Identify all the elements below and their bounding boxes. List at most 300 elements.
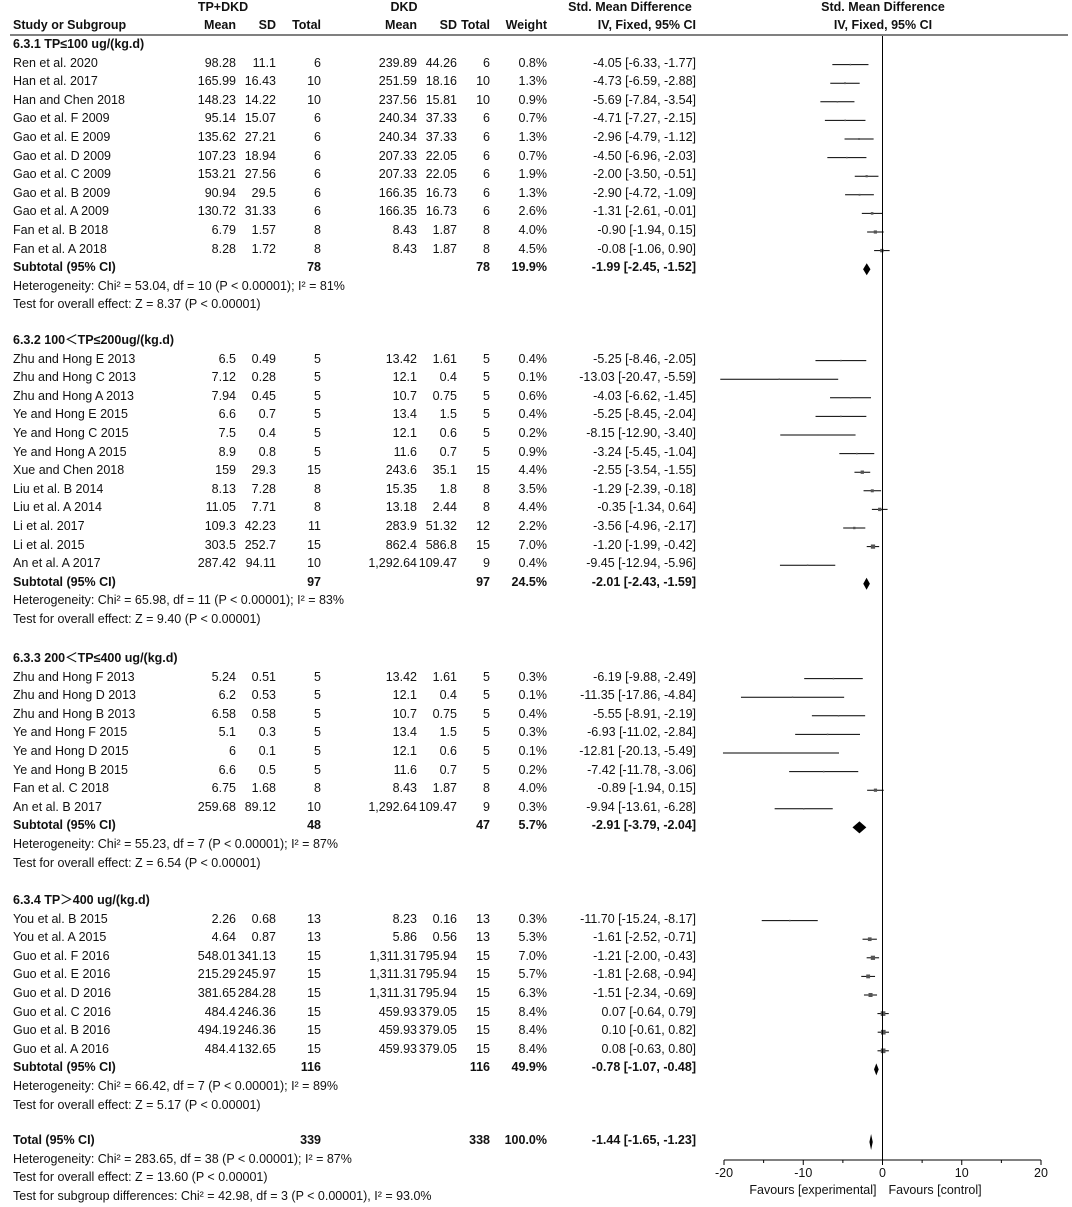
- mean2-cell: 459.93: [378, 1004, 417, 1019]
- point-marker: [874, 230, 877, 233]
- subtotal-ci: -2.01 [-2.43, -1.59]: [591, 574, 696, 589]
- ci-cell: -5.55 [-8.91, -2.19]: [593, 706, 696, 721]
- point-marker: [869, 993, 873, 997]
- total2-cell: 15: [476, 1004, 490, 1019]
- sd1-cell: 0.5: [258, 762, 276, 777]
- weight-cell: 4.0%: [518, 223, 547, 237]
- weight-cell: 0.7%: [518, 111, 547, 126]
- mean1-cell: 148.23: [197, 92, 236, 107]
- sd1-cell: 27.56: [244, 167, 276, 182]
- ci-cell: 0.10 [-0.61, 0.82]: [601, 1023, 696, 1038]
- mean2-cell: 10.7: [392, 388, 417, 403]
- study-name: Ye and Hong A 2015: [13, 444, 127, 459]
- favours-control-label: Favours [control]: [888, 1183, 982, 1197]
- point-marker: [840, 416, 842, 418]
- weight-cell: 0.3%: [518, 799, 547, 814]
- study-name: Han and Chen 2018: [13, 92, 125, 107]
- study-name: Ye and Hong F 2015: [13, 725, 128, 740]
- subtotal-weight: 19.9%: [511, 260, 547, 275]
- ci-cell: 0.08 [-0.63, 0.80]: [601, 1041, 696, 1056]
- ci-cell: -7.42 [-11.78, -3.06]: [587, 762, 696, 777]
- point-marker: [881, 1011, 886, 1016]
- weight-cell: 0.8%: [518, 55, 547, 70]
- x-tick-label: 20: [1034, 1166, 1048, 1180]
- heterogeneity-text: Heterogeneity: Chi² = 53.04, df = 10 (P < 0.00001); I² = 81%: [13, 278, 345, 293]
- sd2-cell: 1.87: [432, 781, 457, 796]
- mean2-cell: 166.35: [378, 204, 417, 219]
- sd2-cell: 109.47: [418, 556, 457, 571]
- mean2-cell: 8.23: [392, 911, 417, 926]
- heterogeneity-text: Heterogeneity: Chi² = 55.23, df = 7 (P < 0.00001); I² = 87%: [13, 837, 338, 851]
- study-name: Zhu and Hong C 2013: [13, 370, 137, 385]
- mean2-cell: 1,311.31: [369, 967, 417, 982]
- weight-cell: 1.9%: [518, 167, 547, 182]
- sd1-cell: 29.5: [251, 185, 276, 200]
- study-name: You et al. B 2015: [13, 911, 108, 926]
- point-marker: [789, 920, 791, 922]
- ci-cell: -1.61 [-2.52, -0.71]: [593, 930, 696, 945]
- col-sd1: SD: [258, 18, 276, 32]
- weight-cell: 5.3%: [518, 930, 547, 945]
- total1-cell: 5: [314, 744, 321, 758]
- sd2-cell: 2.44: [432, 500, 457, 515]
- mean2-cell: 283.9: [385, 519, 417, 533]
- ci-cell: -1.81 [-2.68, -0.94]: [593, 967, 696, 982]
- weight-cell: 7.0%: [518, 537, 547, 552]
- point-marker: [881, 1030, 886, 1035]
- subtotal-ci: -1.99 [-2.45, -1.52]: [591, 260, 696, 275]
- sd2-cell: 22.05: [425, 148, 457, 163]
- sd2-cell: 22.05: [425, 167, 457, 182]
- subtotal-label: Subtotal (95% CI): [13, 1060, 116, 1075]
- mean2-cell: 459.93: [378, 1023, 417, 1038]
- sd1-cell: 1.68: [251, 781, 276, 796]
- sd2-cell: 0.4: [439, 370, 457, 385]
- study-name: An et al. A 2017: [13, 556, 101, 571]
- weight-cell: 0.9%: [518, 92, 547, 107]
- sd2-cell: 0.4: [439, 688, 457, 703]
- sd2-cell: 379.05: [418, 1004, 457, 1019]
- overall-effect-text: Test for overall effect: Z = 6.54 (P < 0.00001): [13, 855, 261, 870]
- mean1-cell: 130.72: [197, 204, 236, 219]
- mean2-cell: 8.43: [392, 223, 417, 237]
- ci-cell: -11.35 [-17.86, -4.84]: [580, 688, 696, 703]
- sd1-cell: 246.36: [237, 1004, 276, 1019]
- mean2-cell: 1,292.64: [368, 799, 417, 814]
- total1-cell: 15: [307, 967, 321, 982]
- weight-cell: 0.3%: [518, 911, 547, 926]
- sd1-cell: 0.58: [251, 706, 276, 721]
- ci-cell: -1.20 [-1.99, -0.42]: [593, 537, 696, 552]
- ci-cell: 0.07 [-0.64, 0.79]: [601, 1004, 696, 1019]
- x-tick-label: -20: [714, 1166, 734, 1180]
- total2-cell: 8: [483, 500, 490, 515]
- study-name: Li et al. 2015: [13, 537, 85, 552]
- subtotal-total1: 97: [307, 574, 321, 589]
- total1-cell: 6: [314, 185, 321, 200]
- mean2-cell: 13.18: [385, 500, 417, 515]
- study-name: Zhu and Hong A 2013: [13, 388, 134, 403]
- mean1-cell: 7.94: [211, 388, 236, 403]
- mean1-cell: 215.29: [197, 967, 236, 982]
- mean2-cell: 8.43: [392, 241, 417, 256]
- total2-cell: 6: [483, 55, 490, 70]
- point-marker: [823, 771, 825, 773]
- weight-cell: 5.7%: [518, 967, 547, 982]
- sd1-cell: 94.11: [245, 556, 276, 571]
- point-marker: [780, 752, 782, 754]
- ci-cell: -3.56 [-4.96, -2.17]: [593, 519, 696, 533]
- ci-cell: -1.29 [-2.39, -0.18]: [593, 481, 696, 496]
- total1-cell: 8: [314, 241, 321, 256]
- sd2-cell: 0.16: [432, 911, 457, 926]
- sd1-cell: 0.3: [258, 725, 276, 740]
- sd2-cell: 35.1: [432, 463, 457, 478]
- total2-cell: 6: [483, 185, 490, 200]
- total2-cell: 8: [483, 241, 490, 256]
- col-ci: IV, Fixed, 95% CI: [597, 18, 696, 32]
- point-marker: [871, 489, 874, 492]
- total1-cell: 5: [314, 669, 321, 684]
- ci-cell: -5.25 [-8.45, -2.04]: [593, 407, 696, 422]
- point-marker: [844, 120, 846, 122]
- point-marker: [856, 453, 858, 455]
- sd2-cell: 379.05: [418, 1041, 457, 1056]
- weight-cell: 0.4%: [518, 556, 547, 571]
- ci-cell: -0.35 [-1.34, 0.64]: [597, 500, 696, 515]
- total2-cell: 6: [483, 130, 490, 144]
- mean2-cell: 240.34: [378, 111, 417, 126]
- subtotal-diamond: [863, 263, 870, 275]
- total2-cell: 9: [483, 799, 490, 814]
- mean2-cell: 166.35: [378, 185, 417, 200]
- mean2-cell: 237.56: [378, 92, 417, 107]
- total1-cell: 8: [314, 481, 321, 496]
- study-name: Ye and Hong E 2015: [13, 407, 128, 422]
- weight-cell: 0.6%: [518, 388, 547, 403]
- subtotal-total1: 116: [300, 1060, 321, 1075]
- study-name: Fan et al. A 2018: [13, 241, 107, 256]
- ci-cell: -2.55 [-3.54, -1.55]: [593, 463, 696, 478]
- total2-cell: 15: [476, 1023, 490, 1038]
- weight-cell: 1.3%: [518, 74, 547, 89]
- study-name: Ye and Hong D 2015: [13, 744, 129, 758]
- subtotal-weight: 5.7%: [518, 818, 547, 833]
- total2-cell: 5: [483, 725, 490, 740]
- point-marker: [853, 527, 855, 529]
- total1-cell: 8: [314, 500, 321, 515]
- sd2-cell: 1.61: [432, 351, 457, 366]
- point-marker: [861, 471, 864, 474]
- weight-cell: 4.4%: [518, 463, 547, 478]
- total2-cell: 5: [483, 762, 490, 777]
- study-name: Fan et al. C 2018: [13, 781, 109, 796]
- total1-cell: 6: [314, 148, 321, 163]
- sd1-cell: 252.7: [244, 537, 276, 552]
- sd2-cell: 1.87: [432, 241, 457, 256]
- col-mean1: Mean: [204, 18, 236, 32]
- ci-cell: -12.81 [-20.13, -5.49]: [579, 744, 696, 758]
- total-diamond: [869, 1134, 872, 1150]
- study-name: Liu et al. B 2014: [13, 481, 104, 496]
- favours-experimental-label: Favours [experimental]: [749, 1183, 877, 1197]
- total2-cell: 5: [483, 426, 490, 440]
- study-name: Gao et al. A 2009: [13, 204, 109, 219]
- subgroup-differences: Test for subgroup differences: Chi² = 42.98, df = 3 (P < 0.00001), I² = 93.0%: [13, 1188, 432, 1203]
- weight-cell: 0.3%: [518, 725, 547, 740]
- total1-cell: 5: [314, 688, 321, 703]
- point-marker: [803, 808, 805, 810]
- total2-cell: 15: [476, 1041, 490, 1056]
- subtotal-total2: 47: [476, 818, 490, 833]
- total1-cell: 6: [314, 55, 321, 70]
- subtotal-total1: 78: [307, 260, 321, 275]
- mean2-cell: 8.43: [392, 781, 417, 796]
- total2-cell: 5: [483, 688, 490, 703]
- point-marker: [850, 397, 852, 399]
- point-marker: [874, 789, 877, 792]
- subgroup-title: 6.3.2 100＜TP≤200ug/(kg.d): [13, 333, 175, 347]
- subtotal-total1: 48: [307, 818, 321, 833]
- mean1-cell: 95.14: [204, 111, 236, 126]
- total1-cell: 6: [314, 111, 321, 126]
- sd1-cell: 132.65: [237, 1041, 276, 1056]
- mean1-cell: 98.28: [204, 55, 236, 70]
- study-name: Guo et al. A 2016: [13, 1041, 109, 1056]
- total1-cell: 15: [307, 948, 321, 963]
- total1-cell: 5: [314, 706, 321, 721]
- sd2-cell: 51.32: [425, 519, 457, 533]
- point-marker: [850, 64, 852, 66]
- total2-cell: 5: [483, 351, 490, 366]
- col-sd2: SD: [439, 18, 457, 32]
- weight-cell: 3.5%: [518, 481, 547, 496]
- overall-effect-text: Test for overall effect: Z = 9.40 (P < 0.00001): [13, 612, 261, 626]
- weight-cell: 0.1%: [518, 370, 547, 385]
- total1-cell: 13: [307, 930, 321, 945]
- sd2-cell: 15.81: [425, 92, 457, 107]
- total2-cell: 10: [476, 74, 490, 89]
- ci-cell: -8.15 [-12.90, -3.40]: [586, 426, 696, 440]
- point-marker: [871, 544, 875, 548]
- sd2-cell: 0.75: [432, 388, 457, 403]
- sd1-cell: 341.13: [237, 948, 276, 963]
- subtotal-ci: -2.91 [-3.79, -2.04]: [591, 818, 696, 833]
- mean1-cell: 165.99: [197, 74, 236, 89]
- total1-cell: 15: [307, 537, 321, 552]
- weight-cell: 0.4%: [518, 407, 547, 422]
- ci-cell: -0.08 [-1.06, 0.90]: [597, 241, 696, 256]
- study-name: You et al. A 2015: [13, 930, 107, 945]
- study-name: Ye and Hong B 2015: [13, 762, 128, 777]
- point-marker: [871, 212, 874, 215]
- sd2-cell: 18.16: [425, 74, 457, 89]
- sd1-cell: 89.12: [244, 799, 276, 814]
- mean2-cell: 5.86: [392, 930, 417, 945]
- study-name: Gao et al. E 2009: [13, 130, 111, 144]
- mean1-cell: 259.68: [197, 799, 236, 814]
- effect-title: Std. Mean Difference: [568, 0, 692, 14]
- ci-cell: -4.03 [-6.62, -1.45]: [593, 388, 696, 403]
- total2-cell: 5: [483, 388, 490, 403]
- point-marker: [846, 157, 848, 159]
- total1-cell: 5: [314, 388, 321, 403]
- sd1-cell: 29.3: [251, 463, 276, 478]
- study-name: Guo et al. B 2016: [13, 1023, 111, 1038]
- point-marker: [817, 434, 819, 436]
- point-marker: [868, 937, 872, 941]
- mean1-cell: 153.21: [197, 167, 236, 182]
- total2-cell: 15: [476, 537, 490, 552]
- mean2-cell: 15.35: [385, 481, 417, 496]
- mean2-cell: 1,292.64: [368, 556, 417, 571]
- sd1-cell: 7.71: [251, 500, 276, 515]
- point-marker: [837, 101, 839, 103]
- point-marker: [859, 194, 861, 196]
- ci-cell: -2.00 [-3.50, -0.51]: [593, 167, 696, 182]
- total1-cell: 5: [314, 725, 321, 740]
- sd2-cell: 0.6: [439, 744, 457, 758]
- total1-cell: 13: [307, 911, 321, 926]
- point-marker: [878, 508, 881, 511]
- study-name: Liu et al. A 2014: [13, 500, 102, 515]
- mean2-cell: 239.89: [378, 55, 417, 70]
- point-marker: [858, 138, 860, 140]
- mean2-cell: 11.6: [393, 444, 417, 459]
- mean1-cell: 159: [215, 463, 236, 478]
- weight-cell: 0.7%: [518, 148, 547, 163]
- total1-cell: 15: [307, 463, 321, 478]
- sd1-cell: 0.1: [258, 744, 276, 758]
- sd1-cell: 0.51: [251, 669, 276, 684]
- study-name: Fan et al. B 2018: [13, 223, 109, 237]
- sd2-cell: 795.94: [418, 986, 457, 1000]
- weight-cell: 7.0%: [518, 948, 547, 963]
- sd1-cell: 1.57: [251, 223, 276, 237]
- mean2-cell: 13.4: [392, 725, 417, 740]
- study-name: Guo et al. D 2016: [13, 986, 111, 1000]
- total2-cell: 8: [483, 223, 490, 237]
- col-mean2: Mean: [385, 18, 417, 32]
- total1-cell: 15: [307, 1041, 321, 1056]
- ci-cell: -4.50 [-6.96, -2.03]: [593, 148, 696, 163]
- sd1-cell: 27.21: [244, 130, 276, 144]
- group2-header: DKD: [390, 0, 418, 14]
- mean1-cell: 381.65: [197, 986, 236, 1000]
- mean1-cell: 6.6: [218, 407, 236, 422]
- subtotal-total2: 97: [476, 574, 490, 589]
- sd2-cell: 44.26: [425, 55, 457, 70]
- sd1-cell: 0.45: [251, 388, 276, 403]
- sd1-cell: 14.22: [244, 92, 276, 107]
- mean1-cell: 548.01: [197, 948, 236, 963]
- subtotal-total2: 116: [469, 1060, 490, 1075]
- mean1-cell: 5.24: [211, 669, 236, 684]
- col-study: Study or Subgroup: [13, 18, 127, 32]
- weight-cell: 0.2%: [518, 426, 547, 440]
- total1-cell: 10: [307, 556, 321, 571]
- ci-cell: -3.24 [-5.45, -1.04]: [593, 444, 696, 459]
- mean1-cell: 6.2: [218, 688, 236, 703]
- mean2-cell: 13.42: [385, 351, 417, 366]
- mean2-cell: 12.1: [392, 426, 417, 440]
- weight-cell: 1.3%: [518, 130, 547, 144]
- sd2-cell: 1.87: [432, 223, 457, 237]
- study-name: Li et al. 2017: [13, 519, 85, 533]
- weight-cell: 0.9%: [518, 444, 547, 459]
- point-marker: [778, 378, 780, 380]
- weight-cell: 0.1%: [518, 688, 547, 703]
- mean2-cell: 1,311.31: [369, 948, 417, 963]
- overall-effect-text: Test for overall effect: Z = 8.37 (P < 0.00001): [13, 297, 261, 312]
- mean1-cell: 6.6: [218, 762, 236, 777]
- mean1-cell: 287.42: [197, 556, 236, 571]
- sd2-cell: 795.94: [418, 948, 457, 963]
- subgroup-title: 6.3.1 TP≤100 ug/(kg.d): [13, 37, 145, 51]
- mean1-cell: 494.19: [197, 1023, 236, 1038]
- sd2-cell: 0.75: [432, 706, 457, 721]
- total2-cell: 9: [483, 556, 490, 571]
- weight-cell: 2.2%: [518, 519, 547, 533]
- total2-cell: 15: [476, 967, 490, 982]
- weight-cell: 0.3%: [518, 669, 547, 684]
- heterogeneity-text: Heterogeneity: Chi² = 65.98, df = 11 (P < 0.00001); I² = 83%: [13, 593, 344, 608]
- subtotal-label: Subtotal (95% CI): [13, 260, 116, 275]
- sd1-cell: 0.7: [258, 407, 276, 422]
- total2-cell: 5: [483, 444, 490, 459]
- total2-cell: 8: [483, 781, 490, 796]
- study-name: Ye and Hong C 2015: [13, 426, 129, 440]
- total1-cell: 6: [314, 130, 321, 144]
- mean2-cell: 12.1: [392, 688, 417, 703]
- total2-cell: 5: [483, 407, 490, 422]
- subtotal-diamond: [852, 821, 866, 833]
- ci-cell: -0.89 [-1.94, 0.15]: [597, 781, 696, 796]
- x-tick-label: -10: [794, 1166, 813, 1180]
- mean1-cell: 4.64: [211, 930, 236, 945]
- weight-cell: 8.4%: [518, 1004, 547, 1019]
- point-marker: [792, 696, 794, 698]
- ci-cell: -5.69 [-7.84, -3.54]: [593, 92, 696, 107]
- study-name: Zhu and Hong D 2013: [13, 688, 137, 703]
- total-total1: 339: [300, 1133, 321, 1147]
- total2-cell: 15: [476, 463, 490, 478]
- total1-cell: 10: [307, 74, 321, 89]
- mean1-cell: 6.5: [218, 351, 236, 366]
- weight-cell: 1.3%: [518, 185, 547, 200]
- ci-cell: -1.31 [-2.61, -0.01]: [593, 204, 696, 219]
- ci-cell: -6.93 [-11.02, -2.84]: [587, 725, 696, 740]
- ci-cell: -2.96 [-4.79, -1.12]: [593, 130, 696, 144]
- total-overall-effect: Test for overall effect: Z = 13.60 (P < 0.00001): [13, 1170, 268, 1185]
- study-name: Gao et al. C 2009: [13, 167, 111, 182]
- ci-cell: -11.70 [-15.24, -8.17]: [580, 911, 696, 926]
- mean2-cell: 251.59: [378, 74, 417, 89]
- sd1-cell: 15.07: [244, 111, 276, 126]
- total1-cell: 10: [307, 799, 321, 814]
- total2-cell: 6: [483, 167, 490, 182]
- total2-cell: 6: [483, 204, 490, 219]
- total2-cell: 15: [476, 948, 490, 963]
- sd2-cell: 379.05: [418, 1023, 457, 1038]
- total-ci: -1.44 [-1.65, -1.23]: [591, 1133, 696, 1147]
- total1-cell: 15: [307, 986, 321, 1000]
- subgroup-title: 6.3.3 200＜TP≤400 ug/(kg.d): [13, 651, 178, 665]
- sd2-cell: 1.8: [439, 481, 457, 496]
- total1-cell: 10: [307, 92, 321, 107]
- mean2-cell: 243.6: [385, 463, 417, 478]
- mean2-cell: 207.33: [378, 148, 417, 163]
